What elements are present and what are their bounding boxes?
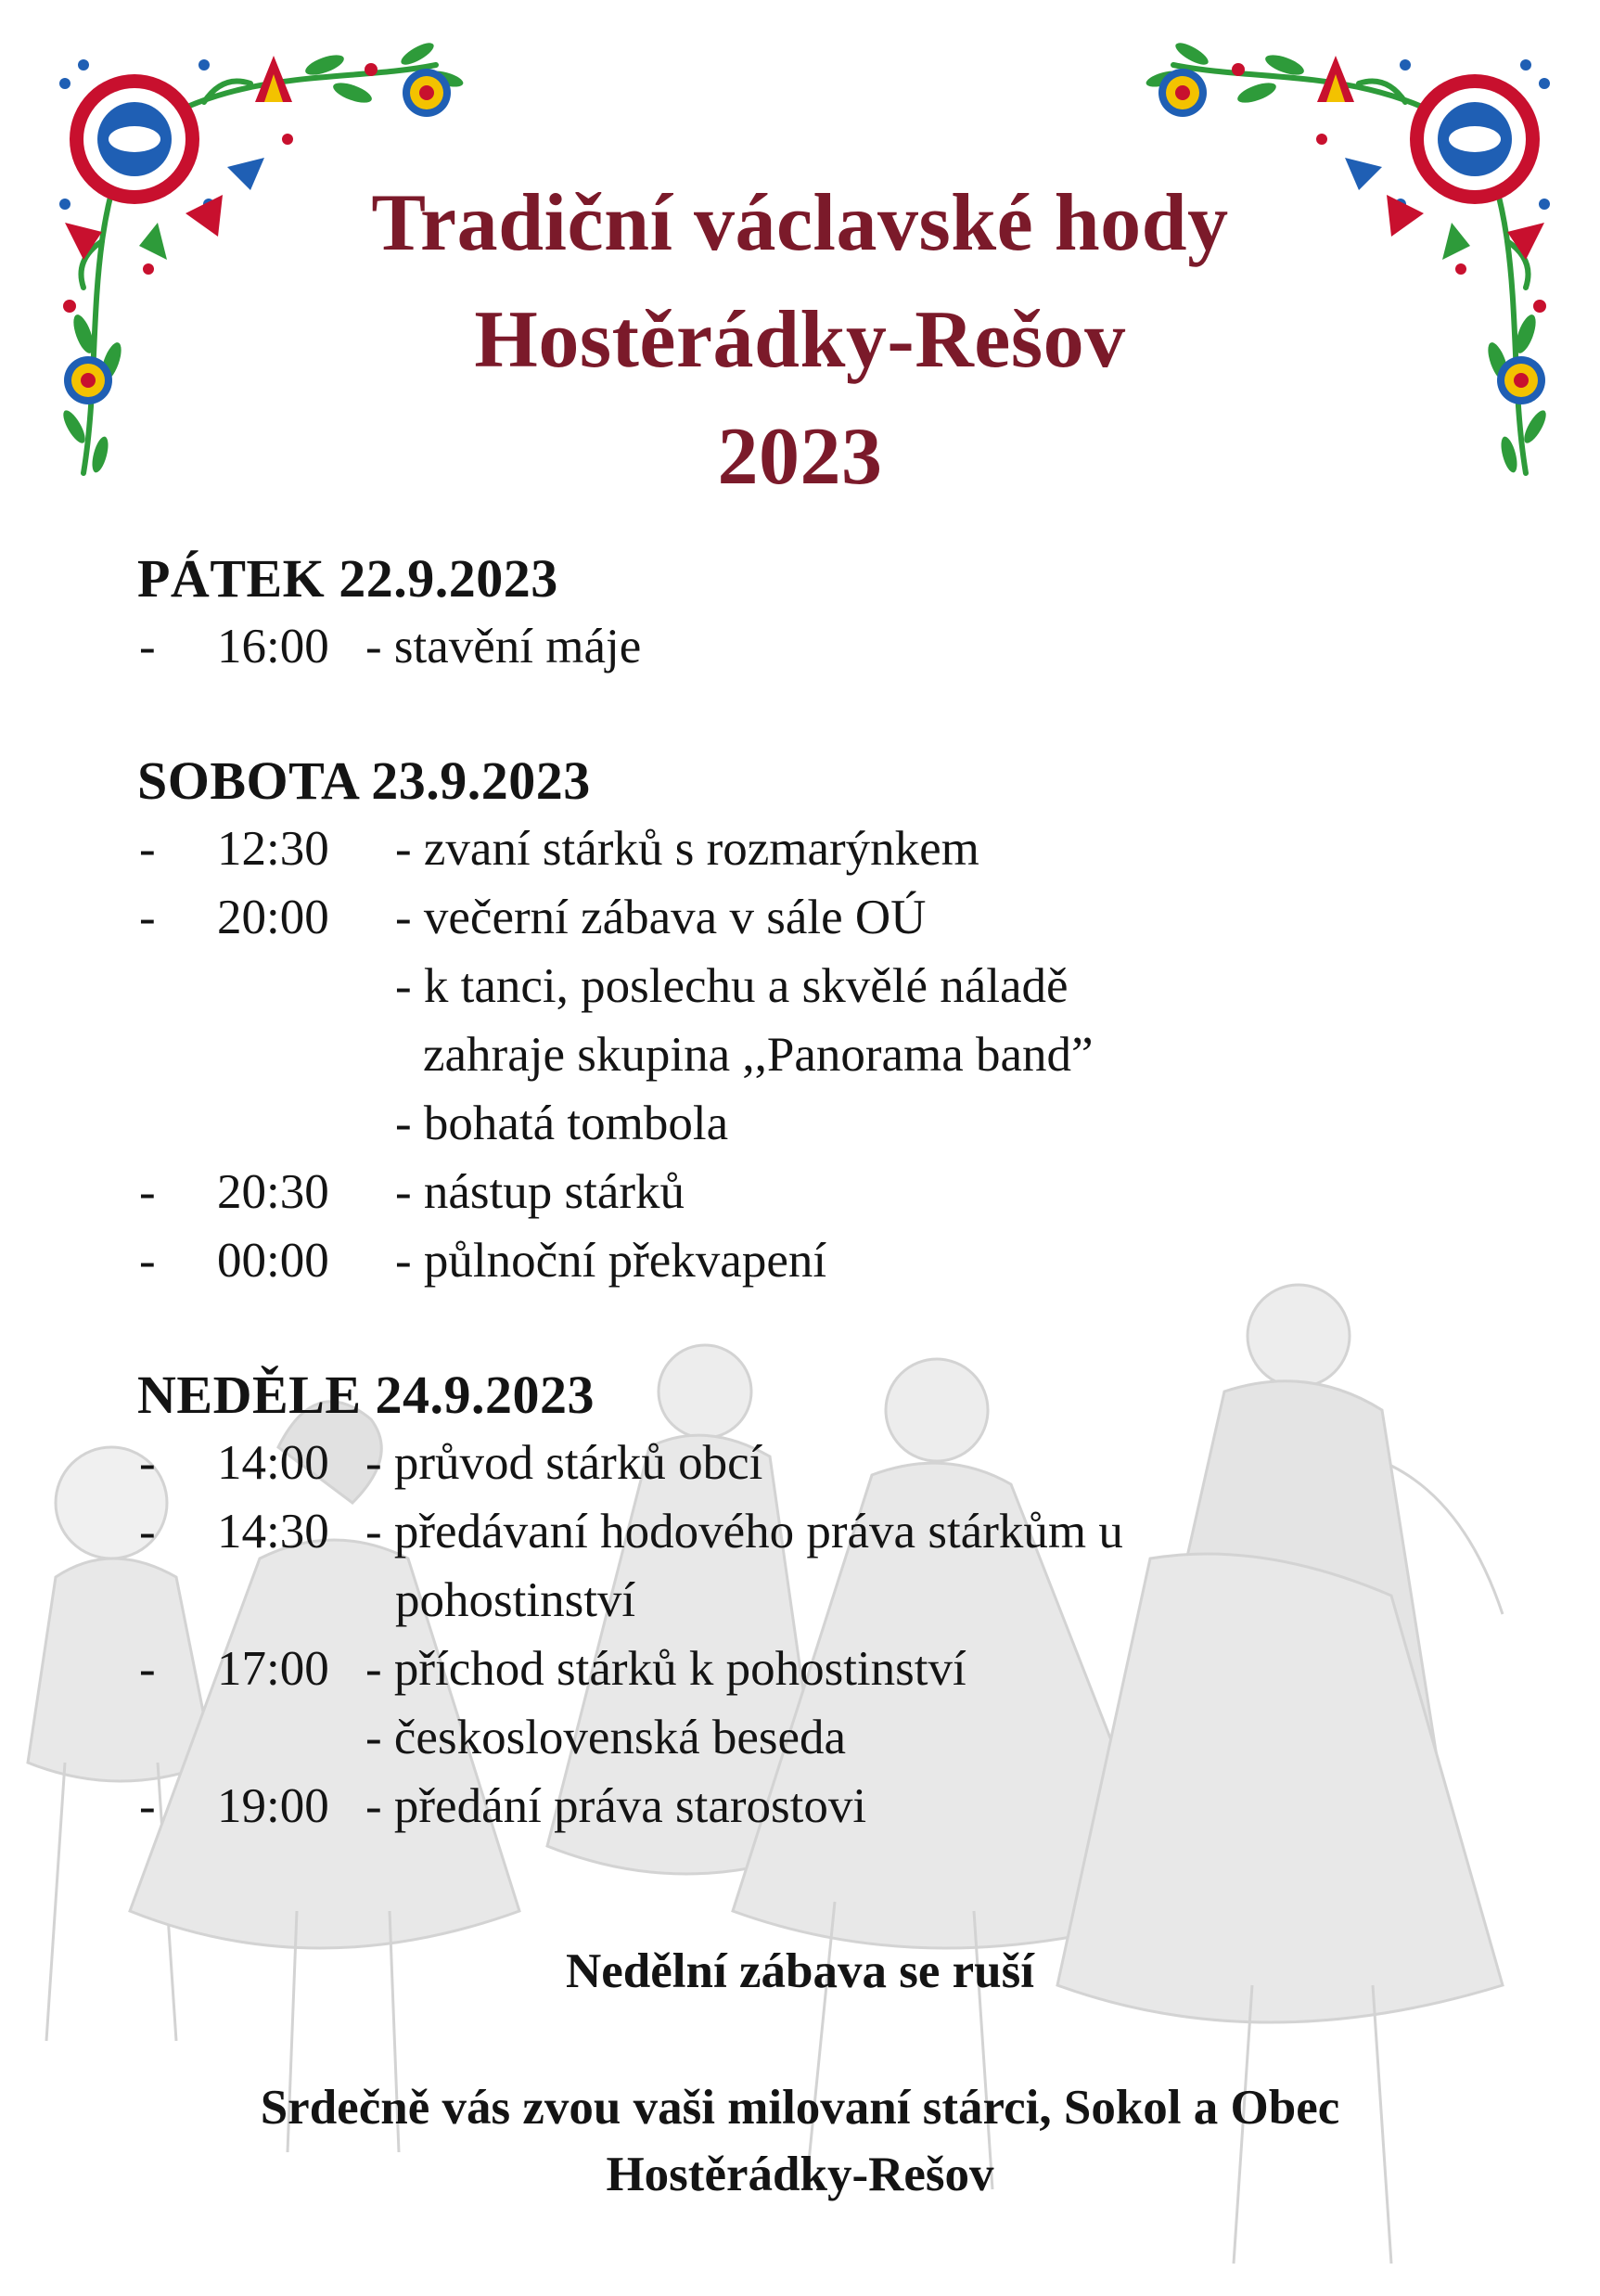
entry-time: 20:00 [217, 891, 329, 944]
schedule-entry [137, 1429, 1510, 1497]
schedule-entry [137, 883, 1510, 952]
day-sunday [137, 1362, 1510, 1841]
day-heading: PÁTEK 22.9.2023 [137, 548, 558, 609]
entry-time: 00:00 [217, 1234, 329, 1288]
entry-dash: - [139, 891, 156, 944]
entry-dash: - [139, 1642, 156, 1696]
title-line-2: Hostěrádky-Rešov [474, 295, 1126, 385]
entry-time: 19:00 [217, 1779, 329, 1833]
entry-time: 16:00 [217, 620, 329, 673]
entry-dash: - [139, 1234, 156, 1288]
schedule-entry [137, 1158, 1510, 1226]
entry-subline: pohostinství [395, 1573, 636, 1627]
schedule-entry [137, 1497, 1510, 1566]
entry-time: 14:00 [217, 1436, 329, 1490]
entry-description: - zvaní stárků s rozmarýnkem [395, 822, 979, 876]
entry-subline: - bohatá tombola [395, 1097, 729, 1150]
day-heading: NEDĚLE 24.9.2023 [137, 1365, 595, 1425]
entry-dash: - [139, 1779, 156, 1833]
invitation [139, 2074, 1461, 2208]
schedule-entry [137, 1226, 1510, 1295]
poster-title [306, 165, 1294, 516]
entry-time: 12:30 [217, 822, 329, 876]
entry-description: - stavění máje [365, 620, 642, 673]
entry-description: - předání práva starostovi [365, 1779, 867, 1833]
schedule-entry [137, 1772, 1510, 1841]
title-line-1: Tradiční václavské hody [371, 178, 1229, 268]
schedule-entry [137, 1635, 1510, 1703]
invitation-line-1: Srdečně vás zvou vaši milovaní stárci, Sokol a Obec [260, 2081, 1340, 2135]
entry-subline: - k tanci, poslechu a skvělé náladě [395, 959, 1069, 1013]
entry-subline: zahraje skupina ,,Panorama band” [423, 1028, 1094, 1082]
entry-subline: - československá beseda [365, 1711, 847, 1764]
invitation-line-2: Hostěrádky-Rešov [606, 2148, 994, 2201]
cancellation-notice: Nedělní zábava se ruší [566, 1944, 1034, 1998]
schedule [137, 545, 1510, 1907]
entry-time: 14:30 [217, 1505, 329, 1558]
title-line-3: 2023 [717, 412, 883, 502]
entry-description: - půlnoční překvapení [395, 1234, 827, 1288]
entry-dash: - [139, 822, 156, 876]
entry-description: - večerní zábava v sále OÚ [395, 891, 927, 944]
entry-description: - příchod stárků k pohostinství [365, 1642, 966, 1696]
entry-dash: - [139, 620, 156, 673]
entry-time: 20:30 [217, 1165, 329, 1219]
day-saturday [137, 748, 1510, 1295]
entry-time: 17:00 [217, 1642, 329, 1696]
entry-description: - předávaní hodového práva stárkům u [365, 1505, 1123, 1558]
day-friday [137, 545, 1510, 681]
day-heading: SOBOTA 23.9.2023 [137, 750, 591, 811]
schedule-entry [137, 815, 1510, 883]
entry-description: - nástup stárků [395, 1165, 685, 1219]
schedule-entry [137, 612, 1510, 681]
entry-dash: - [139, 1165, 156, 1219]
entry-description: - průvod stárků obcí [365, 1436, 763, 1490]
entry-dash: - [139, 1436, 156, 1490]
entry-dash: - [139, 1505, 156, 1558]
